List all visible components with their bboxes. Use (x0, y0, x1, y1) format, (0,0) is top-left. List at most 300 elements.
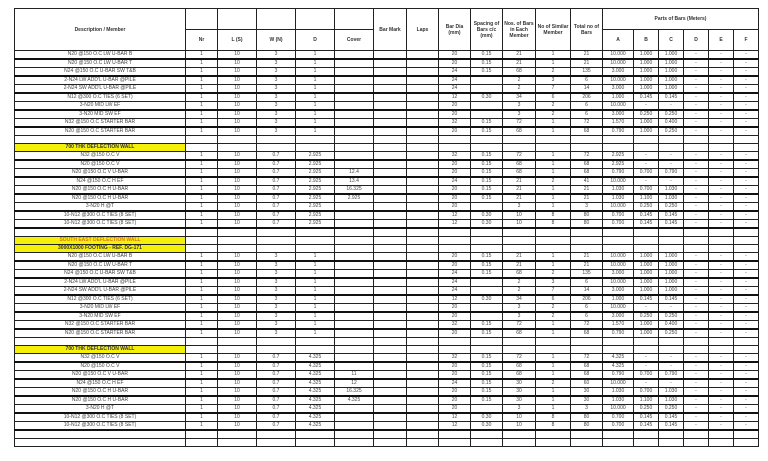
cover-cell (335, 287, 374, 296)
empty-cell (257, 338, 296, 346)
bars-each-cell: 2 (503, 85, 536, 94)
part-e-cell: - (709, 177, 734, 186)
part-c-cell: 0.145 (659, 413, 684, 422)
part-c-cell: 0.145 (659, 422, 684, 431)
empty-cell (471, 346, 503, 354)
empty-cell (603, 228, 634, 237)
cover-cell: 13.4 (335, 177, 374, 186)
part-f-cell: - (734, 371, 759, 380)
spacing-cell: 0.15 (471, 354, 503, 363)
similar-members-cell: 1 (536, 371, 571, 380)
table-row (15, 102, 759, 111)
table-row (15, 253, 759, 262)
empty-cell (536, 346, 571, 354)
depth-cell: 2.925 (296, 160, 335, 169)
part-e-cell: - (709, 220, 734, 229)
bars-each-cell: 68 (503, 329, 536, 338)
cover-cell: 12.4 (335, 169, 374, 178)
empty-cell (257, 136, 296, 144)
similar-members-cell: 1 (536, 194, 571, 203)
table-row (15, 51, 759, 60)
nr-cell: 1 (186, 270, 218, 279)
similar-members-cell: 6 (536, 295, 571, 304)
empty-cell (186, 439, 218, 447)
bar-dia-cell: 12 (439, 413, 471, 422)
part-d-cell: - (684, 127, 709, 136)
member-description: 10-N12 @300 O.C TIES (8 SET) (15, 413, 186, 422)
length-cell: 10 (218, 119, 257, 128)
member-description: 3-N20 H @T (15, 405, 186, 414)
part-d-cell: - (684, 321, 709, 330)
bar-dia-cell: 20 (439, 51, 471, 60)
length-cell: 10 (218, 422, 257, 431)
empty-cell (374, 136, 407, 144)
part-a-cell: 3.000 (603, 287, 634, 296)
nr-cell: 1 (186, 312, 218, 321)
depth-cell: 1 (296, 51, 335, 60)
part-a-cell: 3.000 (603, 68, 634, 77)
total-bars-cell: 3 (571, 203, 603, 212)
depth-cell: 1 (296, 261, 335, 270)
part-e-cell: - (709, 270, 734, 279)
part-a-cell: 10.000 (603, 379, 634, 388)
empty-cell (218, 430, 257, 439)
part-c-cell: 1.000 (659, 68, 684, 77)
nr-cell: 1 (186, 329, 218, 338)
total-bars-cell: 68 (571, 127, 603, 136)
spacing-cell (471, 102, 503, 111)
section-header-row (15, 245, 759, 253)
empty-cell (709, 228, 734, 237)
length-cell: 10 (218, 169, 257, 178)
empty-cell (257, 237, 296, 245)
bar-mark-cell (374, 127, 407, 136)
total-bars-cell: 41 (571, 177, 603, 186)
empty-cell (503, 228, 536, 237)
bar-dia-cell: 32 (439, 321, 471, 330)
part-f-cell: - (734, 93, 759, 102)
table-row (15, 93, 759, 102)
empty-cell (439, 338, 471, 346)
part-b-cell: 0.250 (634, 405, 659, 414)
similar-members-cell: 1 (536, 160, 571, 169)
member-description: 3-N20 MID LW EF (15, 102, 186, 111)
empty-cell (374, 144, 407, 152)
bar-mark-cell (374, 422, 407, 431)
empty-cell (335, 338, 374, 346)
empty-cell (571, 228, 603, 237)
part-e-cell: - (709, 186, 734, 195)
member-description: 3-N20 H @T (15, 203, 186, 212)
depth-cell: 4.325 (296, 354, 335, 363)
part-e-cell: - (709, 396, 734, 405)
member-description: N32 @150 O.C V (15, 354, 186, 363)
empty-cell (571, 237, 603, 245)
bars-each-cell: 21 (503, 261, 536, 270)
empty-cell (218, 228, 257, 237)
empty-cell (684, 430, 709, 439)
part-b-cell: 1.100 (634, 194, 659, 203)
length-cell: 10 (218, 304, 257, 313)
empty-cell (536, 439, 571, 447)
empty-cell (603, 338, 634, 346)
length-cell: 10 (218, 270, 257, 279)
total-bars-cell: 72 (571, 119, 603, 128)
empty-cell (218, 237, 257, 245)
bar-dia-cell: 20 (439, 371, 471, 380)
bar-dia-cell: 20 (439, 362, 471, 371)
width-cell: 3 (257, 312, 296, 321)
nr-cell: 1 (186, 388, 218, 397)
table-row (15, 321, 759, 330)
part-e-cell: - (709, 405, 734, 414)
part-b-cell: 0.250 (634, 110, 659, 119)
part-b-cell: - (634, 152, 659, 161)
bar-dia-cell: 20 (439, 304, 471, 313)
spacing-cell: 0.15 (471, 68, 503, 77)
table-row (15, 160, 759, 169)
cover-cell (335, 321, 374, 330)
part-c-cell: - (659, 379, 684, 388)
part-c-cell: 0.400 (659, 321, 684, 330)
depth-cell: 1 (296, 59, 335, 68)
header-spacing: Spacing of Bars c/c (mm) (471, 9, 503, 51)
empty-cell (407, 430, 439, 439)
member-description: N20 @150 O.C STARTER BAR (15, 329, 186, 338)
bar-dia-cell: 20 (439, 186, 471, 195)
bars-each-cell: 72 (503, 152, 536, 161)
total-bars-cell: 3 (571, 405, 603, 414)
cover-cell (335, 261, 374, 270)
spacing-cell: 0.30 (471, 93, 503, 102)
depth-cell: 1 (296, 85, 335, 94)
part-f-cell: - (734, 354, 759, 363)
part-e-cell: - (709, 304, 734, 313)
part-e-cell: - (709, 253, 734, 262)
length-cell: 10 (218, 160, 257, 169)
nr-cell: 1 (186, 422, 218, 431)
bar-dia-cell: 32 (439, 119, 471, 128)
empty-cell (439, 144, 471, 152)
empty-cell (684, 346, 709, 354)
bars-each-cell: 68 (503, 127, 536, 136)
table-row (15, 413, 759, 422)
header-part-f: F (734, 30, 759, 51)
laps-cell (407, 177, 439, 186)
empty-cell (439, 228, 471, 237)
part-e-cell: - (709, 194, 734, 203)
depth-cell: 1 (296, 110, 335, 119)
nr-cell: 1 (186, 110, 218, 119)
section-title: 700 THK DEFLECTION WALL (15, 144, 186, 152)
empty-cell (536, 430, 571, 439)
total-bars-cell: 68 (571, 160, 603, 169)
empty-cell (571, 338, 603, 346)
bar-mark-cell (374, 177, 407, 186)
part-d-cell: - (684, 85, 709, 94)
laps-cell (407, 127, 439, 136)
empty-cell (734, 237, 759, 245)
part-b-cell: 1.000 (634, 321, 659, 330)
part-b-cell: - (634, 362, 659, 371)
nr-cell: 1 (186, 93, 218, 102)
total-bars-cell: 72 (571, 354, 603, 363)
empty-cell (734, 144, 759, 152)
depth-cell: 1 (296, 76, 335, 85)
nr-cell: 1 (186, 194, 218, 203)
part-c-cell: 0.790 (659, 371, 684, 380)
spacing-cell: 0.15 (471, 388, 503, 397)
part-d-cell: - (684, 169, 709, 178)
width-cell: 3 (257, 110, 296, 119)
total-bars-cell: 68 (571, 371, 603, 380)
empty-cell (503, 430, 536, 439)
bar-dia-cell: 24 (439, 85, 471, 94)
laps-cell (407, 312, 439, 321)
width-cell: 3 (257, 329, 296, 338)
width-cell: 0.7 (257, 362, 296, 371)
depth-cell: 1 (296, 278, 335, 287)
empty-cell (709, 144, 734, 152)
nr-cell: 1 (186, 278, 218, 287)
part-e-cell: - (709, 203, 734, 212)
total-bars-cell: 72 (571, 152, 603, 161)
spacing-cell: 0.30 (471, 413, 503, 422)
bars-each-cell: 72 (503, 354, 536, 363)
bar-dia-cell: 20 (439, 405, 471, 414)
cover-cell (335, 119, 374, 128)
empty-cell (634, 228, 659, 237)
part-f-cell: - (734, 110, 759, 119)
bars-each-cell: 72 (503, 321, 536, 330)
table-row (15, 211, 759, 220)
part-a-cell: 1.030 (603, 194, 634, 203)
part-e-cell: - (709, 76, 734, 85)
similar-members-cell: 1 (536, 354, 571, 363)
part-f-cell: - (734, 362, 759, 371)
bar-dia-cell: 32 (439, 152, 471, 161)
laps-cell (407, 68, 439, 77)
part-f-cell: - (734, 194, 759, 203)
laps-cell (407, 85, 439, 94)
part-d-cell: - (684, 211, 709, 220)
part-a-cell: 0.700 (603, 211, 634, 220)
header-part-a: A (603, 30, 634, 51)
bars-each-cell: 21 (503, 194, 536, 203)
length-cell: 10 (218, 253, 257, 262)
similar-members-cell: 2 (536, 102, 571, 111)
member-description: N24 @150 O.C H EF (15, 379, 186, 388)
laps-cell (407, 354, 439, 363)
bar-dia-cell: 24 (439, 278, 471, 287)
bar-mark-cell (374, 388, 407, 397)
empty-cell (659, 439, 684, 447)
length-cell: 10 (218, 68, 257, 77)
part-a-cell: 10.000 (603, 405, 634, 414)
empty-cell (335, 245, 374, 253)
part-d-cell: - (684, 110, 709, 119)
part-f-cell: - (734, 177, 759, 186)
width-cell: 0.7 (257, 152, 296, 161)
empty-cell (503, 136, 536, 144)
empty-cell (374, 338, 407, 346)
empty-cell (603, 430, 634, 439)
table-row (15, 354, 759, 363)
bar-dia-cell: 20 (439, 253, 471, 262)
bar-mark-cell (374, 321, 407, 330)
depth-cell: 1 (296, 127, 335, 136)
width-cell: 3 (257, 253, 296, 262)
empty-cell (218, 346, 257, 354)
part-b-cell: 1.000 (634, 127, 659, 136)
empty-cell (734, 346, 759, 354)
laps-cell (407, 371, 439, 380)
empty-cell (603, 245, 634, 253)
part-c-cell: 1.000 (659, 51, 684, 60)
table-row (15, 76, 759, 85)
header-nos-each: Nos. of Bars in Each Member (503, 9, 536, 51)
total-bars-cell: 72 (571, 321, 603, 330)
empty-cell (374, 439, 407, 447)
part-c-cell: 0.400 (659, 119, 684, 128)
member-description: N32 @150 O.C V (15, 152, 186, 161)
empty-cell (734, 439, 759, 447)
spacing-cell: 0.15 (471, 321, 503, 330)
table-row (15, 329, 759, 338)
width-cell: 0.7 (257, 388, 296, 397)
width-cell: 3 (257, 51, 296, 60)
empty-cell (634, 439, 659, 447)
total-bars-cell: 21 (571, 186, 603, 195)
laps-cell (407, 211, 439, 220)
empty-cell (684, 136, 709, 144)
total-bars-cell: 30 (571, 388, 603, 397)
total-bars-cell: 6 (571, 110, 603, 119)
part-c-cell: 1.030 (659, 388, 684, 397)
part-c-cell: 1.030 (659, 194, 684, 203)
bars-each-cell: 3 (503, 405, 536, 414)
cover-cell (335, 304, 374, 313)
bar-mark-cell (374, 396, 407, 405)
laps-cell (407, 405, 439, 414)
part-a-cell: 10.000 (603, 278, 634, 287)
table-row (15, 396, 759, 405)
empty-cell (536, 338, 571, 346)
bars-each-cell: 10 (503, 413, 536, 422)
part-d-cell: - (684, 295, 709, 304)
part-f-cell: - (734, 396, 759, 405)
part-a-cell: 10.000 (603, 59, 634, 68)
blank-row (15, 228, 759, 237)
width-cell: 3 (257, 102, 296, 111)
part-a-cell: 1.000 (603, 295, 634, 304)
cover-cell: 4.325 (335, 396, 374, 405)
empty-cell (536, 144, 571, 152)
part-b-cell: 0.250 (634, 312, 659, 321)
header-part-b: B (634, 30, 659, 51)
bar-dia-cell: 24 (439, 270, 471, 279)
nr-cell: 1 (186, 203, 218, 212)
length-cell: 10 (218, 102, 257, 111)
bar-mark-cell (374, 329, 407, 338)
total-bars-cell: 206 (571, 93, 603, 102)
empty-cell (335, 346, 374, 354)
member-description: N20 @150 O.C LW U-BAR T (15, 59, 186, 68)
depth-cell: 2.925 (296, 203, 335, 212)
table-row (15, 371, 759, 380)
bar-mark-cell (374, 203, 407, 212)
table-row (15, 362, 759, 371)
empty-cell (536, 245, 571, 253)
length-cell: 10 (218, 186, 257, 195)
part-f-cell: - (734, 261, 759, 270)
part-f-cell: - (734, 295, 759, 304)
part-d-cell: - (684, 304, 709, 313)
depth-cell: 1 (296, 329, 335, 338)
empty-cell (503, 237, 536, 245)
bars-each-cell: 30 (503, 379, 536, 388)
table-row (15, 85, 759, 94)
similar-members-cell: 8 (536, 220, 571, 229)
length-cell: 10 (218, 278, 257, 287)
spacing-cell: 0.15 (471, 396, 503, 405)
part-a-cell: 3.000 (603, 312, 634, 321)
empty-cell (186, 245, 218, 253)
cover-cell (335, 152, 374, 161)
part-a-cell: 0.790 (603, 329, 634, 338)
empty-cell (186, 136, 218, 144)
bar-mark-cell (374, 152, 407, 161)
member-description: N24 @150 O.C U-BAR SW T&B (15, 68, 186, 77)
bar-mark-cell (374, 312, 407, 321)
part-d-cell: - (684, 287, 709, 296)
part-e-cell: - (709, 379, 734, 388)
nr-cell: 1 (186, 102, 218, 111)
empty-cell (471, 237, 503, 245)
cover-cell (335, 93, 374, 102)
table-row (15, 119, 759, 128)
part-f-cell: - (734, 119, 759, 128)
empty-cell (471, 136, 503, 144)
part-e-cell: - (709, 102, 734, 111)
member-description: 2-N24 LW ADD'L U-BAR @PILE (15, 278, 186, 287)
total-bars-cell: 80 (571, 211, 603, 220)
member-description: N24 @150 O.C H EF (15, 177, 186, 186)
section-title: SOUTH EAST DEFLECTION WALL (15, 237, 186, 245)
depth-cell: 1 (296, 102, 335, 111)
nr-cell: 1 (186, 127, 218, 136)
length-cell: 10 (218, 329, 257, 338)
similar-members-cell: 8 (536, 413, 571, 422)
part-b-cell: 0.700 (634, 169, 659, 178)
bar-dia-cell: 20 (439, 203, 471, 212)
cover-cell: 2.925 (335, 194, 374, 203)
part-a-cell: 10.000 (603, 261, 634, 270)
laps-cell (407, 270, 439, 279)
bar-mark-cell (374, 160, 407, 169)
part-c-cell: 0.790 (659, 169, 684, 178)
nr-cell: 1 (186, 119, 218, 128)
blank-row (15, 136, 759, 144)
part-b-cell: 1.000 (634, 59, 659, 68)
bar-mark-cell (374, 379, 407, 388)
empty-cell (603, 346, 634, 354)
cover-cell (335, 278, 374, 287)
table-row (15, 220, 759, 229)
bars-each-cell: 10 (503, 211, 536, 220)
depth-cell: 2.925 (296, 152, 335, 161)
empty-cell (634, 430, 659, 439)
